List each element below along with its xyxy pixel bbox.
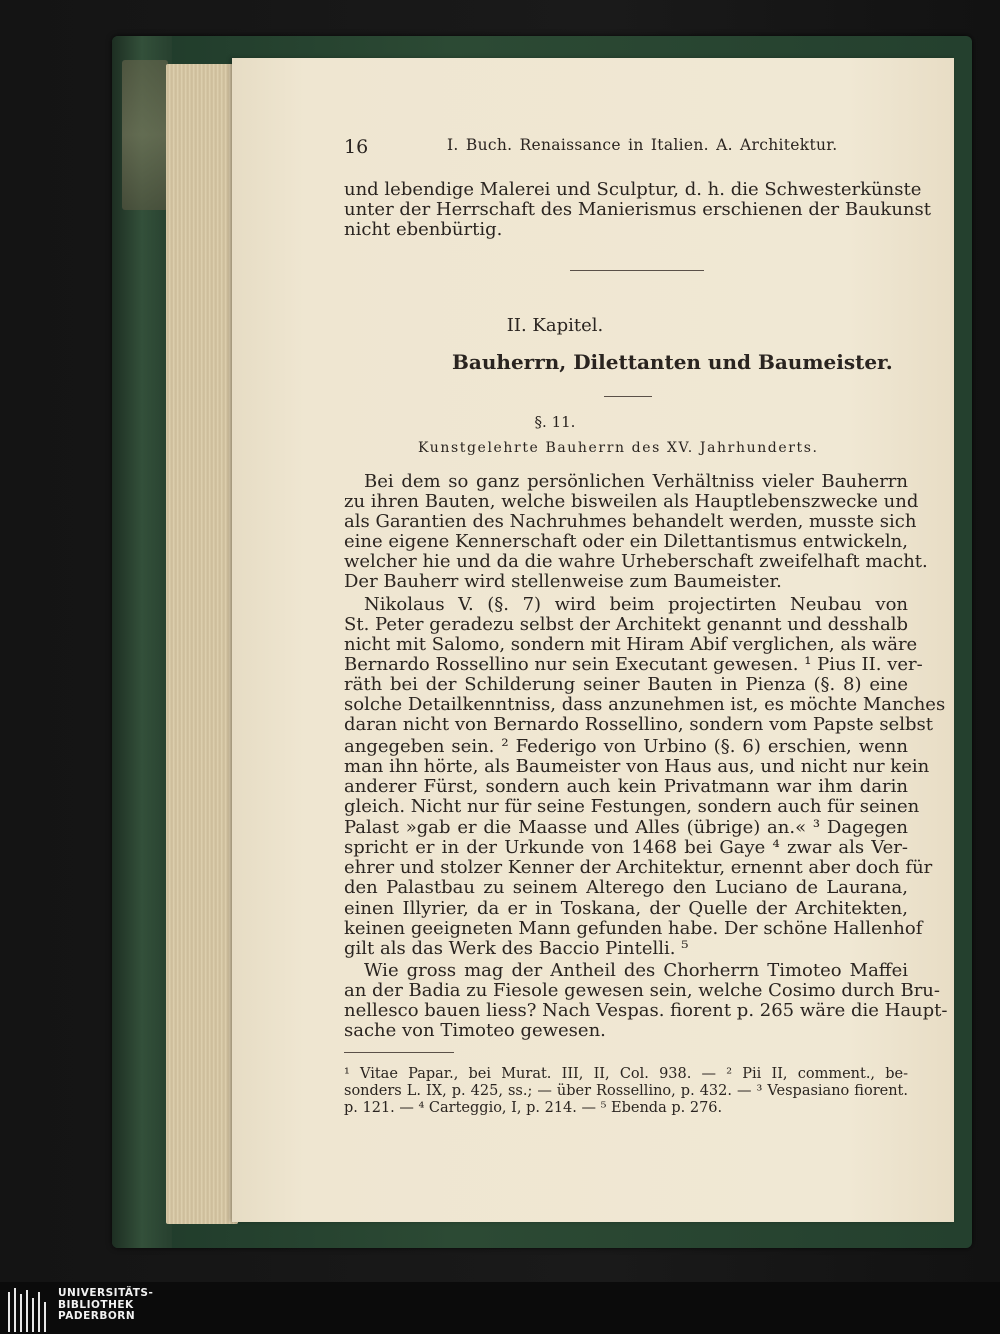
body-line: an der Badia zu Fiesole gewesen sein, welche Cosimo durch Bru- xyxy=(344,980,940,1001)
page-number: 16 xyxy=(344,136,369,158)
library-logo xyxy=(6,1288,153,1332)
divider-rule-short xyxy=(604,396,652,397)
intro-line: nicht ebenbürtig. xyxy=(344,219,503,240)
body-line: spricht er in der Urkunde von 1468 bei Gaye ⁴ zwar als Ver- xyxy=(344,837,908,858)
divider-rule xyxy=(570,270,704,271)
library-logo-line: PADERBORN xyxy=(58,1310,136,1322)
body-line: keinen geeigneten Mann gefunden habe. Der schöne Hallenhof xyxy=(344,918,923,939)
body-line: nicht mit Salomo, sondern mit Hiram Abif verglichen, als wäre xyxy=(344,634,918,655)
body-line: als Garantien des Nachruhmes behandelt werden, musste sich xyxy=(344,511,917,532)
chapter-label: II. Kapitel. xyxy=(506,315,604,336)
body-line: einen Illyrier, da er in Toskana, der Quelle der Architekten, xyxy=(344,898,908,919)
footnote-line: sonders L. IX, p. 425, ss.; — über Rossellino, p. 432. — ³ Vespasiano fiorent. xyxy=(344,1083,908,1099)
body-line: St. Peter geradezu selbst der Architekt genannt und desshalb xyxy=(344,614,908,635)
body-line: nellesco bauen liess? Nach Vespas. fiorent p. 265 wäre die Haupt- xyxy=(344,1000,948,1021)
footnote-rule xyxy=(344,1052,454,1053)
intro-line: unter der Herrschaft des Manierismus erschienen der Baukunst xyxy=(344,199,931,220)
running-title: I. Buch. Renaissance in Italien. A. Architektur. xyxy=(447,136,838,154)
intro-line: und lebendige Malerei und Sculptur, d. h. die Schwesterkünste xyxy=(344,179,922,200)
body-line: den Palastbau zu seinem Alterego den Luciano de Laurana, xyxy=(344,877,908,898)
section-subtitle: Kunstgelehrte Bauherrn des XV. Jahrhunderts. xyxy=(418,440,819,456)
body-line: welcher hie und da die wahre Urheberschaft zweifelhaft macht. xyxy=(344,551,928,572)
worn-cover-patch xyxy=(122,60,168,210)
footnote-line: ¹ Vitae Papar., bei Murat. III, II, Col. 938. — ² Pii II, comment., be- xyxy=(344,1066,908,1082)
body-line: eine eigene Kennerschaft oder ein Dilettantismus entwickeln, xyxy=(344,531,908,552)
chapter-title: Bauherrn, Dilettanten und Baumeister. xyxy=(452,350,893,374)
library-logo-icon xyxy=(6,1288,50,1332)
body-line: sache von Timoteo gewesen. xyxy=(344,1020,606,1041)
body-line: Bei dem so ganz persönlichen Verhältniss vieler Bauherrn xyxy=(364,471,908,492)
body-line: solche Detailkenntniss, dass anzunehmen ist, es möchte Manches xyxy=(344,694,946,715)
body-line: gilt als das Werk des Baccio Pintelli. ⁵ xyxy=(344,938,689,959)
body-line: man ihn hörte, als Baumeister von Haus aus, und nicht nur kein xyxy=(344,756,930,777)
section-number: §. 11. xyxy=(534,413,576,431)
body-line: Palast »gab er die Maasse und Alles (übrige) an.« ³ Dagegen xyxy=(344,817,908,838)
body-line: Nikolaus V. (§. 7) wird beim projectirten Neubau von xyxy=(364,594,908,615)
body-line: anderer Fürst, sondern auch kein Privatmann war ihm darin xyxy=(344,776,908,797)
footnote-line: p. 121. — ⁴ Carteggio, I, p. 214. — ⁵ Ebenda p. 276. xyxy=(344,1100,723,1116)
body-line: räth bei der Schilderung seiner Bauten in Pienza (§. 8) eine xyxy=(344,674,908,695)
body-line: Bernardo Rossellino nur sein Executant gewesen. ¹ Pius II. ver- xyxy=(344,654,923,675)
library-logo-line: BIBLIOTHEK xyxy=(58,1298,134,1311)
book-spine xyxy=(112,36,172,1248)
body-line: zu ihren Bauten, welche bisweilen als Hauptlebenszwecke und xyxy=(344,491,919,512)
body-line: Der Bauherr wird stellenweise zum Baumeister. xyxy=(344,571,782,592)
page-edges xyxy=(166,64,238,1224)
body-line: ehrer und stolzer Kenner der Architektur, ernennt aber doch für xyxy=(344,857,933,878)
body-line: angegeben sein. ² Federigo von Urbino (§. 6) erschien, wenn xyxy=(344,736,908,757)
body-line: gleich. Nicht nur für seine Festungen, sondern auch für seinen xyxy=(344,796,920,817)
library-logo-line: UNIVERSITÄTS- xyxy=(58,1287,154,1299)
body-line: daran nicht von Bernardo Rossellino, sondern vom Papste selbst xyxy=(344,714,933,735)
body-line: Wie gross mag der Antheil des Chorherrn Timoteo Maffei xyxy=(364,960,908,981)
